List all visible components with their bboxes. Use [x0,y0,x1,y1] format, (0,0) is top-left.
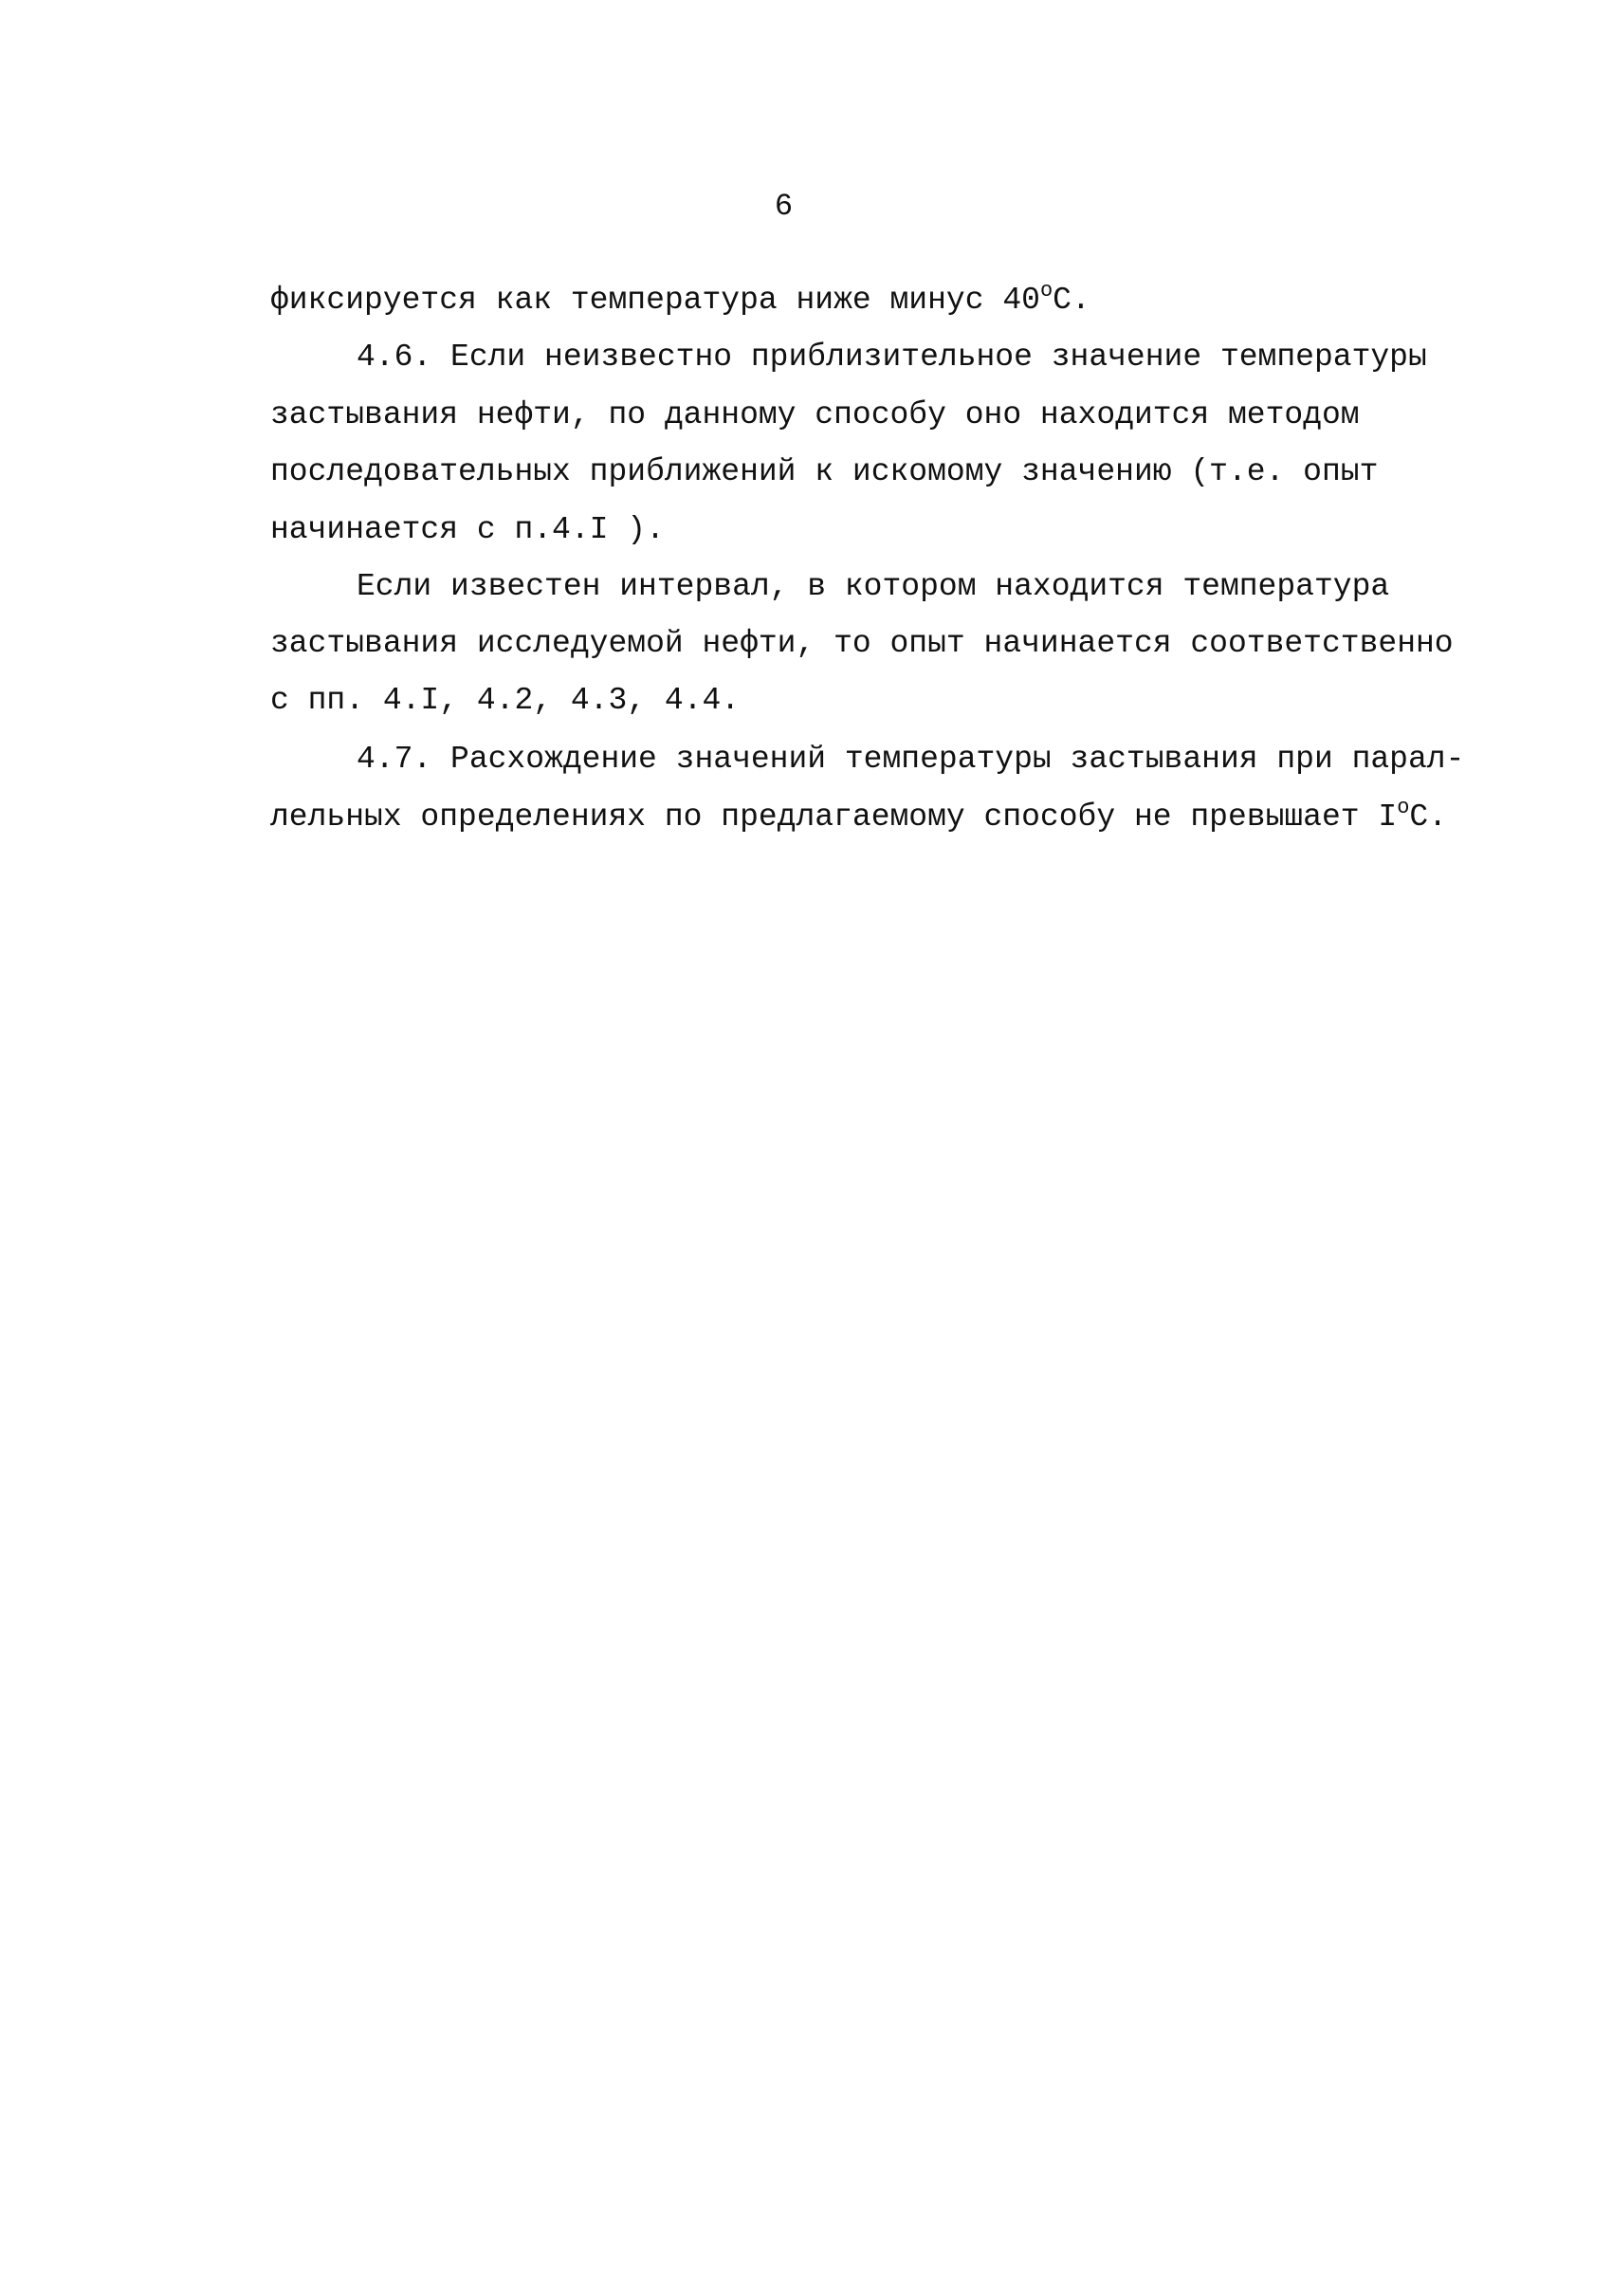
text-line: последовательных приближений к искомому значению (т.е. опыт [270,454,1379,489]
text-line: 4.7. Расхождение значений температуры застывания при парал- [357,742,1465,777]
degree-sign: o [1397,796,1410,819]
text-line-tail: C. [1409,799,1448,835]
text-line: застывания нефти, по данному способу оно находится методом [270,397,1360,432]
text-line [270,279,1090,320]
page-number: 6 [774,189,794,224]
text-line-body: лельных определениях по предлагаемому способу не превышает I [270,799,1398,835]
text-line-body: фиксируется как температура ниже минус 40 [270,283,1040,318]
degree-sign: o [1039,279,1053,303]
text-line: с пп. 4.I, 4.2, 4.3, 4.4. [270,683,741,718]
text-line: застывания исследуемой нефти, то опыт начинается соответственно [270,626,1454,661]
text-line [270,796,1448,836]
text-line: 4.6. Если неизвестно приблизительное значение температуры [357,340,1427,375]
text-line-tail: C. [1053,283,1090,318]
text-line: начинается с п.4.I ). [270,512,665,547]
text-line: Если известен интервал, в котором находится температура [357,569,1390,604]
